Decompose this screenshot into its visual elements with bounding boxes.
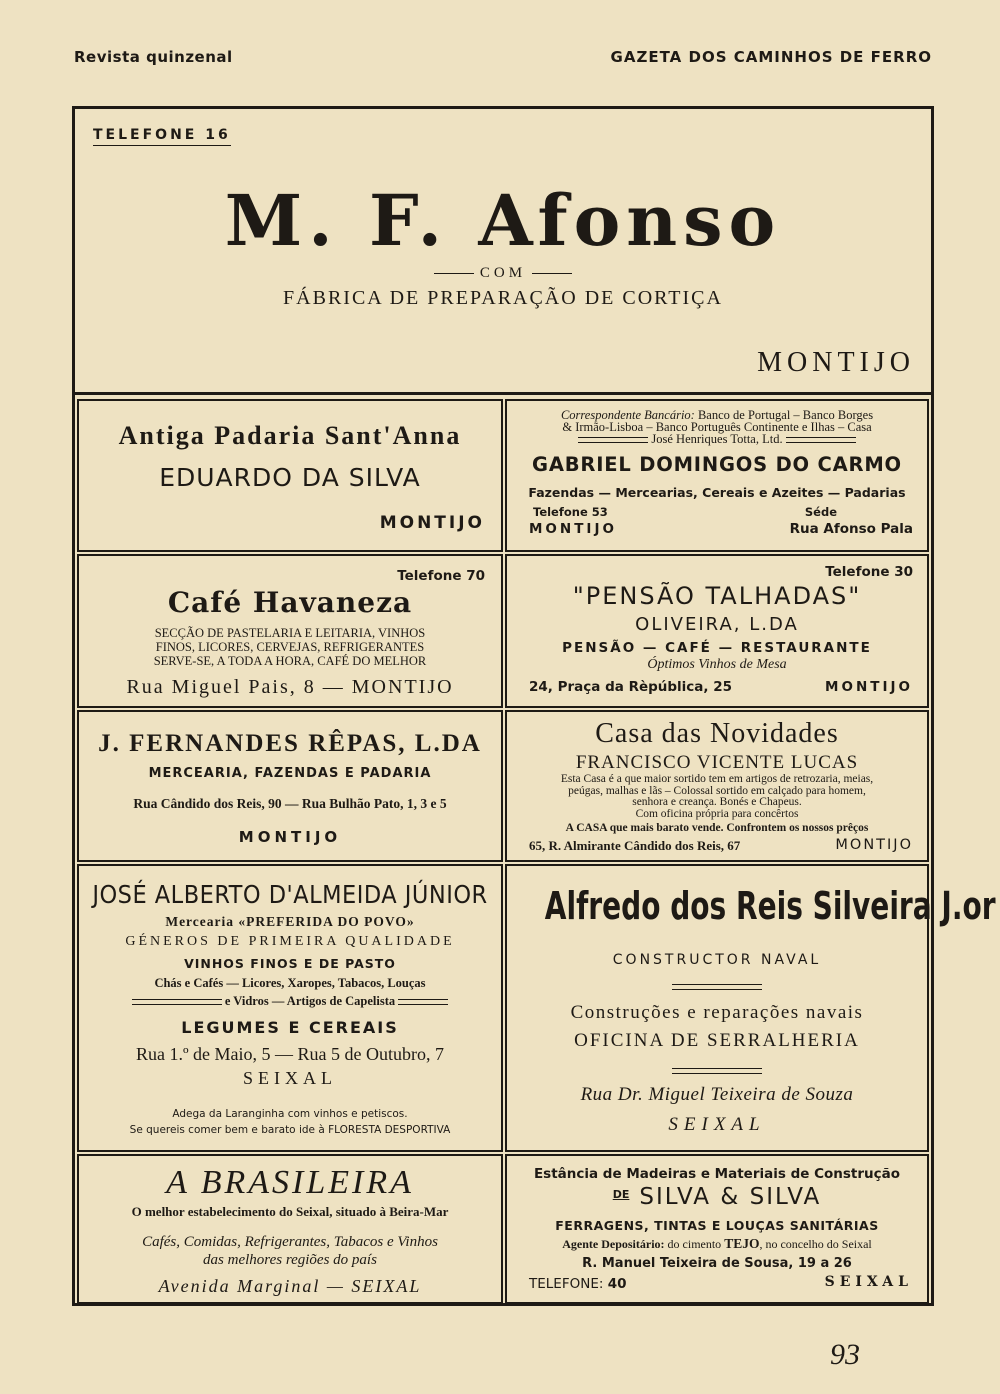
- almeida-mercearia: Mercearia «PREFERIDA DO POVO»: [165, 914, 415, 929]
- afonso-com: COM: [479, 265, 527, 281]
- carmo-banks-1: Banco de Portugal – Banco Borges: [694, 408, 874, 422]
- repas-place: MONTIJO: [238, 828, 342, 846]
- almeida-generos: GÉNEROS DE PRIMEIRA QUALIDADE: [125, 934, 455, 949]
- novidades-text3: senhora e creança. Bonés e Chapeus.: [632, 796, 802, 808]
- ad-fernandes-repas: [77, 710, 503, 862]
- brasileira-name: A BRASILEIRA: [166, 1164, 414, 1201]
- silva-name: SILVA & SILVA: [639, 1184, 822, 1210]
- brasileira-tagline: O melhor estabelecimento do Seixal, situado à Beira-Mar: [131, 1204, 449, 1219]
- carmo-trade: Fazendas — Mercearias, Cereais e Azeites — Padarias: [528, 485, 906, 500]
- carmo-banks-2: & Irmão-Lisboa – Banco Português Continente e Ilhas – Casa: [562, 420, 872, 434]
- havaneza-line3: SERVE-SE, A TODA A HORA, CAFÉ DO MELHOR: [153, 654, 427, 668]
- silva-telefone-num: 40: [607, 1276, 627, 1292]
- almeida-adega2: Se quereis comer bem e barato ide à FLORESTA DESPORTIVA: [129, 1124, 451, 1136]
- silveira-trade: CONSTRUCTOR NAVAL: [612, 952, 822, 968]
- ad-a-brasileira: [77, 1154, 503, 1304]
- divider: [578, 437, 648, 443]
- padaria-owner: EDUARDO DA SILVA: [159, 463, 421, 492]
- talhadas-wine: Óptimos Vinhos de Mesa: [647, 657, 787, 672]
- talhadas-name: "PENSÃO TALHADAS": [572, 582, 862, 610]
- almeida-chas1: Chás e Cafés — Licores, Xaropes, Tabacos, Louças: [154, 976, 426, 990]
- carmo-name: GABRIEL DOMINGOS DO CARMO: [532, 453, 902, 476]
- carmo-correspondente-label: Correspondente Bancário:: [560, 408, 695, 422]
- novidades-owner: FRANCISCO VICENTE LUCAS: [575, 752, 859, 773]
- silva-title: Estância de Madeiras e Materiais de Construção: [533, 1166, 901, 1182]
- novidades-name: Casa das Novidades: [595, 718, 839, 749]
- ad-pensao-talhadas: [505, 554, 929, 708]
- talhadas-telefone: Telefone 30: [825, 564, 913, 580]
- afonso-com-row: [75, 265, 931, 282]
- carmo-sede: Séde: [804, 505, 837, 519]
- silveira-place: SEIXAL: [668, 1114, 766, 1135]
- novidades-text2: peúgas, malhas e lãs – Colossal sortido em calçado para homem,: [568, 784, 866, 797]
- silveira-construcoes: Construções e reparações navais: [570, 1002, 864, 1023]
- divider: [132, 999, 222, 1005]
- padaria-title: Antiga Padaria Sant'Anna: [118, 421, 462, 450]
- talhadas-place: MONTIJO: [825, 679, 913, 695]
- divider: [532, 273, 572, 274]
- ad-mf-afonso: [75, 109, 931, 395]
- almeida-place: SEIXAL: [243, 1068, 337, 1088]
- padaria-place: MONTIJO: [379, 513, 485, 533]
- havaneza-desc: [79, 626, 501, 668]
- ad-reis-silveira: [505, 864, 996, 1152]
- silva-address: R. Manuel Teixeira de Sousa, 19 a 26: [582, 1256, 852, 1271]
- novidades-text: [507, 774, 927, 820]
- silva-agente-row: [507, 1236, 927, 1252]
- carmo-street: Rua Afonso Pala: [789, 521, 913, 537]
- brasileira-products2: das melhores regiões do país: [203, 1252, 377, 1268]
- page-number: 93: [830, 1338, 860, 1371]
- silveira-name: Alfredo dos Reis Silveira J.or: [544, 884, 996, 928]
- novidades-place: MONTIJO: [835, 837, 913, 853]
- repas-trade: MERCEARIA, FAZENDAS E PADARIA: [148, 766, 432, 781]
- almeida-address: Rua 1.º de Maio, 5 — Rua 5 de Outubro, 7: [135, 1044, 445, 1064]
- afonso-name: M. F. Afonso: [224, 179, 782, 262]
- almeida-chas2-row: [79, 994, 501, 1009]
- divider: [434, 273, 474, 274]
- carmo-place: MONTIJO: [529, 521, 617, 537]
- silva-agente-brand: TEJO: [724, 1236, 760, 1251]
- divider: [398, 999, 448, 1005]
- talhadas-services: PENSÃO — CAFÉ — RESTAURANTE: [562, 640, 872, 656]
- silva-telefone-label: TELEFONE:: [529, 1276, 608, 1292]
- ad-padaria: [77, 399, 503, 552]
- silva-agente-label: Agente Depositário:: [562, 1237, 665, 1251]
- header-left: Revista quinzenal: [74, 48, 233, 66]
- almeida-vinhos: VINHOS FINOS E DE PASTO: [184, 956, 396, 971]
- almeida-legumes: LEGUMES E CEREAIS: [181, 1018, 399, 1037]
- almeida-chas2: e Vidros — Artigos de Capelista: [224, 994, 396, 1008]
- silva-de: DE: [612, 1188, 630, 1201]
- afonso-telefone: TELEFONE 16: [93, 127, 231, 146]
- havaneza-name: Café Havaneza: [167, 586, 413, 619]
- talhadas-owner: OLIVEIRA, L.DA: [635, 614, 799, 635]
- almeida-name: JOSÉ ALBERTO D'ALMEIDA JÚNIOR: [92, 880, 488, 909]
- havaneza-telefone: Telefone 70: [397, 568, 485, 584]
- talhadas-address: 24, Praça da Rèpública, 25: [529, 679, 733, 695]
- novidades-slogan: A CASA que mais barato vende. Confrontem os nossos prêços: [565, 822, 869, 834]
- ad-carmo: [505, 399, 929, 552]
- silveira-oficina: OFICINA DE SERRALHERIA: [574, 1030, 860, 1051]
- afonso-place: MONTIJO: [757, 347, 915, 378]
- brasileira-products1: Cafés, Comidas, Refrigerantes, Tabacos e Vinhos: [142, 1234, 438, 1250]
- header-right: GAZETA DOS CAMINHOS DE FERRO: [610, 48, 932, 66]
- ad-almeida-junior: [77, 864, 503, 1152]
- novidades-address: 65, R. Almirante Cândido dos Reis, 67: [529, 838, 741, 853]
- divider: [507, 1062, 927, 1080]
- novidades-text1: Esta Casa é a que maior sortido tem em artigos de retrozaria, meias,: [560, 773, 874, 785]
- brasileira-address: Avenida Marginal — SEIXAL: [158, 1276, 422, 1296]
- havaneza-line2: FINOS, LICORES, CERVEJAS, REFRIGERANTES: [155, 640, 425, 654]
- divider: [786, 437, 856, 443]
- silva-ferragens: FERRAGENS, TINTAS E LOUÇAS SANITÁRIAS: [555, 1218, 879, 1233]
- ad-casa-novidades: [505, 710, 929, 862]
- almeida-adega1: Adega da Laranginha com vinhos e petiscos.: [172, 1108, 408, 1120]
- silva-agente-mid: do cimento: [664, 1237, 725, 1251]
- silva-name-row: [507, 1184, 927, 1210]
- divider: [507, 978, 927, 996]
- silva-agente-end: , no concelho do Seixal: [759, 1237, 872, 1251]
- advert-page-frame: [72, 106, 996, 1306]
- silveira-address: Rua Dr. Miguel Teixeira de Souza: [580, 1084, 854, 1105]
- carmo-banks: [507, 409, 927, 445]
- silva-place: SEIXAL: [824, 1274, 913, 1290]
- havaneza-address: Rua Miguel Pais, 8 — MONTIJO: [126, 676, 454, 698]
- repas-address: Rua Cândido dos Reis, 90 — Rua Bulhão Pato, 1, 3 e 5: [133, 796, 447, 811]
- carmo-telefone: Telefone 53: [533, 505, 608, 519]
- carmo-banks-3: José Henriques Totta, Ltd.: [651, 432, 783, 446]
- havaneza-line1: SECÇÃO DE PASTELARIA E LEITARIA, VINHOS: [154, 626, 426, 640]
- silva-telefone-row: [529, 1276, 626, 1292]
- ad-cafe-havaneza: [77, 554, 503, 708]
- repas-name: J. FERNANDES RÊPAS, L.DA: [98, 730, 482, 757]
- novidades-text4: Com oficina própria para concêrtos: [635, 807, 799, 820]
- afonso-fabrica: FÁBRICA DE PREPARAÇÃO DE CORTIÇA: [283, 287, 723, 309]
- ad-silva-silva: [505, 1154, 929, 1304]
